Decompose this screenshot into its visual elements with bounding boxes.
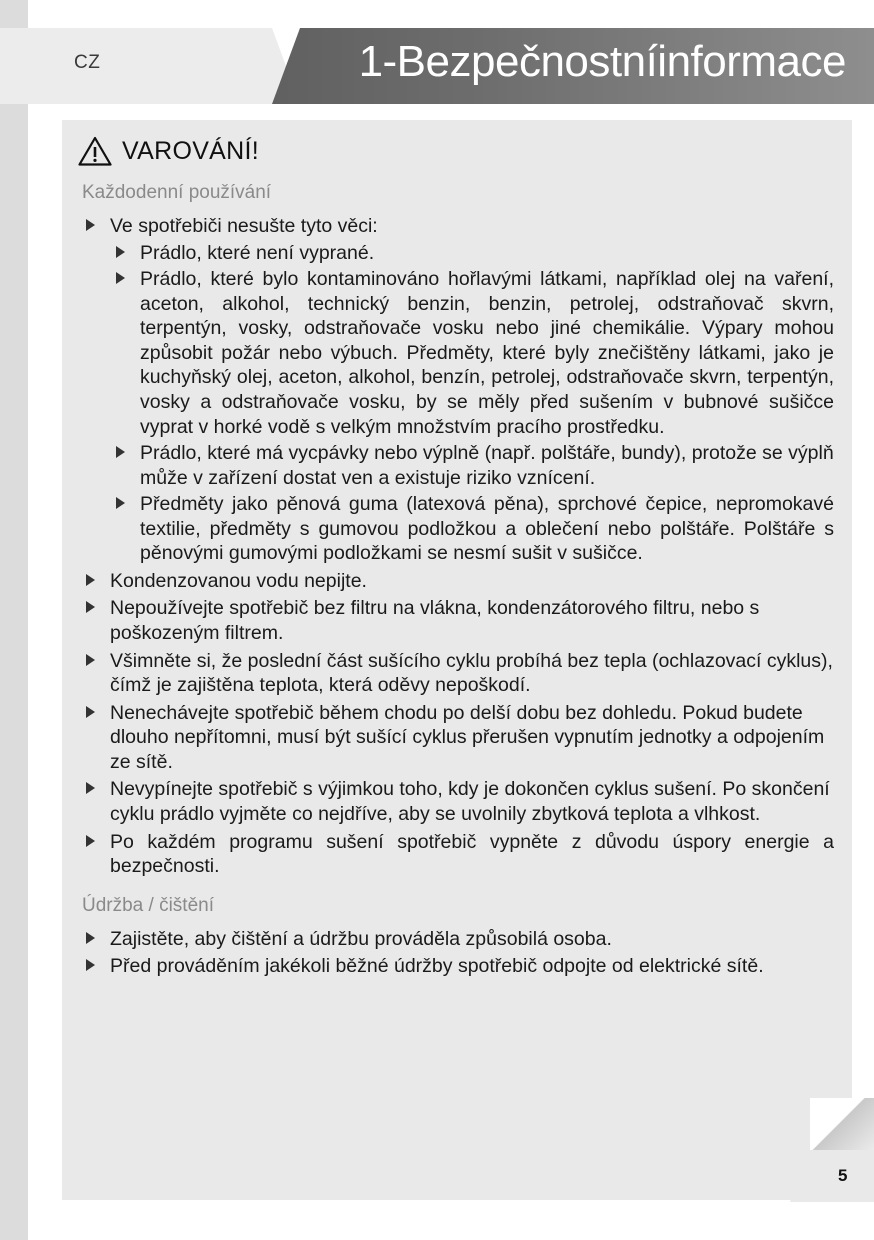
list-item xyxy=(78,596,834,645)
list-item xyxy=(78,701,834,775)
list-item-text: Prádlo, které bylo kontaminováno hořlavými látkami, například olej na vaření, aceton, alkohol, technický benzin, benzin, petrolej, odstraňovač skvrn, terpentýn, vosky, odstraňovače vosku nebo jiné chemikálie. Výpary mohou způsobit požár nebo výbuch. Předměty, které byly znečištěny látkami, jako je kuchyňský olej, aceton, alkohol, benzín, petrolej, odstraňovače skvrn, terpentýn, vosky a odstraňovače vosku, by se měly před sušením v bubnové sušičce vyprat v horké vodě s velkým množstvím pracího prostředku. xyxy=(140,268,834,438)
language-code: CZ xyxy=(74,52,101,73)
arrow-bullet-icon xyxy=(86,574,95,586)
page-title: 1-Bezpečnostníinformace xyxy=(358,37,846,86)
arrow-bullet-icon xyxy=(86,219,95,231)
arrow-bullet-icon xyxy=(116,272,125,284)
list-item xyxy=(110,492,834,566)
list-item xyxy=(110,241,834,266)
list-item xyxy=(78,927,834,952)
section-heading-maintenance: Údržba / čištění xyxy=(82,894,214,916)
arrow-bullet-icon xyxy=(86,601,95,613)
warning-title: VAROVÁNÍ! xyxy=(122,136,259,165)
content-inner xyxy=(78,136,834,982)
warning-header xyxy=(78,136,834,166)
page-corner-fold xyxy=(810,1098,874,1154)
list-item-text: Nepoužívejte spotřebič bez filtru na vlákna, kondenzátorového filtru, nebo s poškozeným filtrem. xyxy=(110,597,760,644)
content-panel xyxy=(62,120,852,1200)
list-item-text: Před prováděním jakékoli běžné údržby spotřebič odpojte od elektrické sítě. xyxy=(110,955,764,978)
arrow-bullet-icon xyxy=(116,446,125,458)
list-item xyxy=(78,830,834,879)
daily-use-list xyxy=(78,214,834,879)
section-heading-daily: Každodenní používání xyxy=(82,182,272,203)
do-not-dry-sublist xyxy=(110,241,834,566)
list-item-text: Ve spotřebiči nesušte tyto věci: xyxy=(110,215,378,237)
list-item xyxy=(110,441,834,490)
list-item-text: Předměty jako pěnová guma (latexová pěna), sprchové čepice, nepromokavé textilie, předměty s gumovou podložkou a oblečení nebo polštáře. Polštáře s pěnovými gumovými podložkami se nesmí sušit v sušičce. xyxy=(140,493,834,565)
list-item-text: Všimněte si, že poslední část sušícího cyklu probíhá bez tepla (ochlazovací cyklus), čímž je zajištěna teplota, která oděvy nepoškodí. xyxy=(110,649,833,697)
list-item-text: Prádlo, které není vyprané. xyxy=(140,241,375,264)
header-language-tab xyxy=(0,28,300,104)
arrow-bullet-icon xyxy=(116,497,125,509)
list-item-text: Kondenzovanou vodu nepijte. xyxy=(110,569,367,592)
list-item-text: Prádlo, které má vycpávky nebo výplně (např. polštáře, bundy), protože se výplň může v zařízení dostat ven a existuje riziko vznícení. xyxy=(140,442,834,489)
maintenance-list xyxy=(78,927,834,979)
arrow-bullet-icon xyxy=(116,246,125,258)
list-item-text: Nevypínejte spotřebič s výjimkou toho, kdy je dokončen cyklus sušení. Po skončení cyklu prádlo vyjměte co nejdříve, aby se uvolnily zbytková teplota a vlhkost. xyxy=(110,778,830,825)
list-item-text: Nenechávejte spotřebič během chodu po delší dobu bez dohledu. Pokud budete dlouho nepřítomni, musí být sušící cyklus přerušen vypnutím jednotky a odpojením ze sítě. xyxy=(110,701,825,773)
arrow-bullet-icon xyxy=(86,654,95,666)
list-item xyxy=(78,777,834,826)
arrow-bullet-icon xyxy=(86,782,95,794)
list-item xyxy=(110,267,834,439)
arrow-bullet-icon xyxy=(86,959,95,971)
list-item-text: Zajistěte, aby čištění a údržbu prováděla způsobilá osoba. xyxy=(110,927,612,950)
list-item xyxy=(78,214,834,566)
arrow-bullet-icon xyxy=(86,706,95,718)
arrow-bullet-icon xyxy=(86,835,95,847)
list-item xyxy=(78,649,834,698)
list-item-text: Po každém programu sušení spotřebič vypněte z důvodu úspory energie a bezpečnosti. xyxy=(110,830,834,878)
warning-triangle-icon xyxy=(78,136,112,166)
arrow-bullet-icon xyxy=(86,932,95,944)
list-item xyxy=(78,954,834,979)
page-number: 5 xyxy=(838,1166,848,1185)
left-edge-strip xyxy=(0,0,28,1240)
list-item xyxy=(78,569,834,594)
page-header xyxy=(0,28,874,104)
